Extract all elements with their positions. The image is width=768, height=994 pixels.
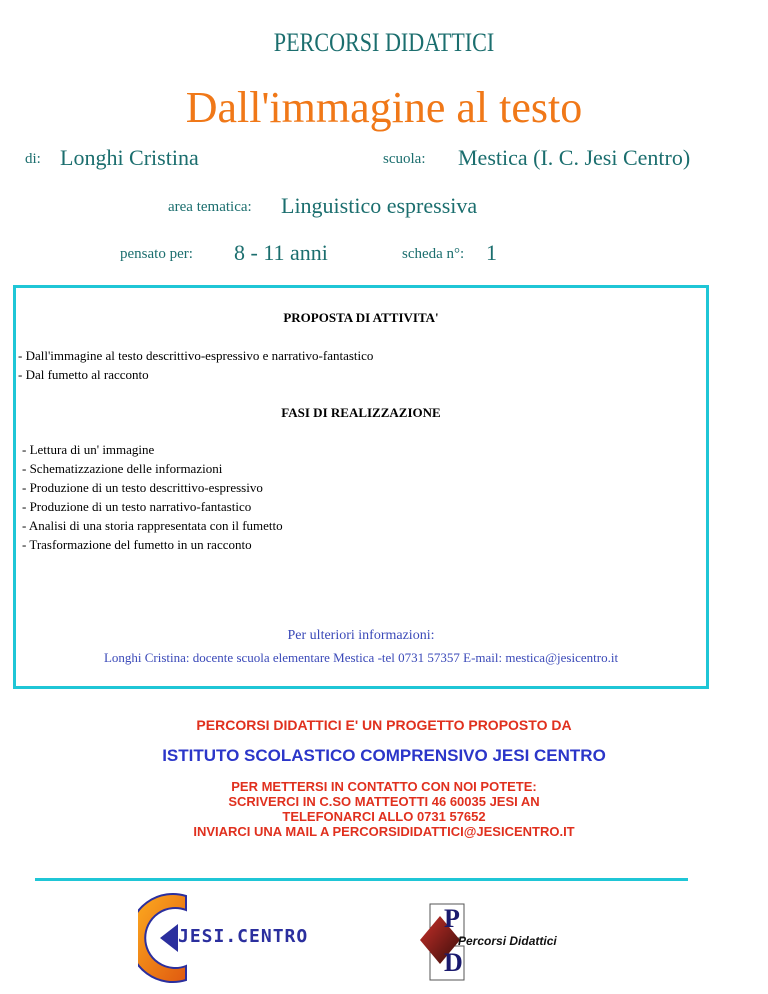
phase-item: - Analisi di una storia rappresentata con il fumetto: [22, 518, 283, 533]
pd-letter-d: D: [444, 948, 463, 977]
institute-name: ISTITUTO SCOLASTICO COMPRENSIVO JESI CENTRO: [162, 746, 606, 765]
area-label: area tematica:: [168, 199, 252, 215]
sheet-value: 1: [486, 240, 497, 265]
age-label: pensato per:: [120, 246, 193, 262]
pd-text: Percorsi Didattici: [458, 934, 557, 948]
phase-item: - Produzione di un testo descrittivo-espressivo: [22, 480, 263, 495]
page-title: Dall'immagine al testo: [185, 83, 583, 132]
sheet-label: scheda n°:: [402, 246, 465, 262]
series-title: PERCORSI DIDATTICI: [273, 28, 495, 57]
school-label: scuola:: [383, 151, 426, 167]
author-label: di:: [25, 151, 41, 167]
project-line: PERCORSI DIDATTICI E' UN PROGETTO PROPOSTO DA: [196, 717, 572, 733]
jesi-centro-logo: [138, 892, 309, 984]
proposal-title: PROPOSTA DI ATTIVITA': [283, 310, 439, 325]
contact-block: [0, 779, 768, 839]
proposal-item: - Dal fumetto al racconto: [18, 367, 149, 382]
author-value: Longhi Cristina: [60, 145, 199, 170]
pd-logo: [404, 900, 604, 986]
phase-item: - Lettura di un' immagine: [22, 442, 155, 457]
phase-item: - Schematizzazione delle informazioni: [22, 461, 223, 476]
school-value: Mestica (I. C. Jesi Centro): [458, 145, 691, 170]
phases-title: FASI DI REALIZZAZIONE: [281, 405, 441, 420]
info-contact[interactable]: Longhi Cristina: docente scuola elementare Mestica -tel 0731 57357 E-mail: mestica@jesicentro.it: [103, 650, 619, 665]
age-value: 8 - 11 anni: [234, 240, 328, 265]
phase-item: - Produzione di un testo narrativo-fantastico: [22, 499, 252, 514]
phase-item: - Trasformazione del fumetto in un racconto: [22, 537, 252, 552]
contact-line: PER METTERSI IN CONTATTO CON NOI POTETE:: [231, 779, 537, 794]
contact-line: TELEFONARCI ALLO 0731 57652: [282, 809, 486, 824]
pd-letter-p: P: [444, 904, 460, 933]
activity-box: [13, 285, 709, 689]
divider: [35, 878, 688, 881]
info-label: Per ulteriori informazioni:: [287, 628, 435, 643]
contact-email[interactable]: INVIARCI UNA MAIL A PERCORSIDIDATTICI@JESICENTRO.IT: [193, 824, 575, 839]
contact-line: SCRIVERCI IN C.SO MATTEOTTI 46 60035 JESI AN: [228, 794, 540, 809]
proposal-item: - Dall'immagine al testo descrittivo-espressivo e narrativo-fantastico: [18, 348, 374, 363]
jesi-centro-text: JESI.CENTRO: [178, 926, 309, 947]
area-value: Linguistico espressiva: [281, 193, 478, 218]
